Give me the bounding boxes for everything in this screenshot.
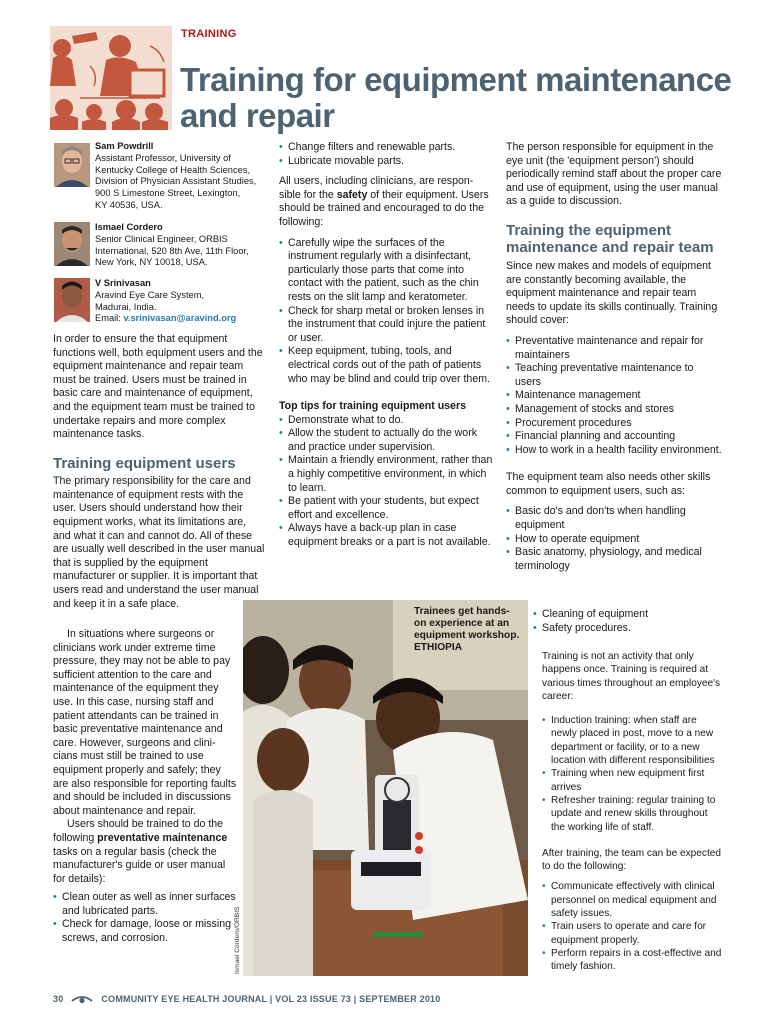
author-photo-powdrill	[54, 143, 90, 187]
caption-line: on experience at an	[414, 618, 510, 629]
page-number: 30	[53, 994, 64, 1004]
photo-credit: Ismael Cordero/ORBIS	[234, 906, 241, 974]
list-item: • Management of stocks and stores	[506, 403, 722, 417]
column-2	[279, 141, 494, 550]
heading-training-users: Training equipment users	[53, 454, 236, 472]
text-run: tasks on a regular basis (check the manufacturer's guide or user manual for details):	[53, 845, 226, 885]
list-item: • Demonstrate what to do.	[279, 414, 494, 428]
caption-line: ETHIOPIA	[414, 642, 463, 653]
author-email-line	[95, 313, 270, 325]
list-item: • How to work in a health facility environment.	[506, 444, 722, 458]
author-line: International, 520 8th Ave, 11th Floor,	[95, 245, 249, 256]
col1-paragraph	[53, 818, 239, 886]
author-line: Division of Physician Assistant Studies,	[95, 176, 257, 187]
list-item: • Maintain a friendly environment, rather than a highly competitive environment, in which to learn.	[279, 454, 494, 495]
column-1-top	[53, 333, 266, 611]
list-item: • Teaching preventative maintenance to users	[506, 362, 722, 389]
author-line: New York, NY 10018, USA.	[95, 257, 208, 268]
caption-line: Trainees get hands-	[414, 606, 510, 617]
emphasis-safety: safety	[336, 188, 368, 201]
list-item: • Train users to operate and care for equipment properly.	[542, 920, 724, 947]
list-item: • Lubricate movable parts.	[279, 155, 494, 169]
list-item: • Financial planning and accounting	[506, 430, 722, 444]
list-item: • Check for sharp metal or broken lenses in the instrument that could injure the patient or user.	[279, 305, 494, 346]
text-run: of their equipment. Users should be trained and encouraged to do the following:	[279, 188, 489, 228]
career-training-list	[542, 714, 724, 834]
list-item: • Procurement procedures	[506, 417, 722, 431]
list-item: • Training when new equipment first arrives	[542, 767, 724, 794]
author-line: KY 40536, USA.	[95, 199, 163, 210]
list-item: • Induction training: when staff are newly placed in post, move to a new department or facility, or to a new location with different responsibilities	[542, 714, 724, 767]
col3-paragraph: The equipment team also needs other skills common to equipment users, such as:	[506, 471, 711, 497]
caption-line: equipment workshop.	[414, 630, 520, 641]
list-item: • How to operate equipment	[506, 533, 722, 547]
author-photo-srinivasan	[54, 278, 90, 322]
user-skills-list	[506, 505, 722, 573]
footer	[53, 993, 440, 1007]
col1-paragraph: The primary responsibility for the care and maintenance of equipment rests with the user. Users should understand how their equipment works, what its limitations are, and what it can and cannot do. All of these are usually well described in the user manual that is supplied by the equipment manufacturer or supplier. It is important that users read and understand the user manual and keep it in a safe place.	[53, 475, 265, 610]
workshop-photo	[243, 600, 528, 976]
photo-caption	[414, 606, 529, 654]
column-3-top	[506, 141, 722, 573]
col3-paragraph: Training is not an activity that only happens once. Training is required at various times throughout an employee's career:	[542, 651, 721, 702]
list-item: • Allow the student to actually do the work and practice under supervision.	[279, 427, 494, 454]
list-item: • Cleaning of equipment	[533, 608, 723, 622]
emphasis-preventative: preventative maintenance	[97, 831, 228, 844]
page-title: Training for equipment maintenance and repair	[180, 61, 732, 134]
list-item: • Keep equipment, tubing, tools, and electrical cords out of the path of patients who may be blind and could trip over them.	[279, 345, 494, 386]
author-line: Assistant Professor, University of	[95, 152, 231, 163]
journal-info: COMMUNITY EYE HEALTH JOURNAL | VOL 23 ISSUE 73 | SEPTEMBER 2010	[101, 994, 441, 1004]
list-item: • Refresher training: regular training to update and renew skills throughout the working life of staff.	[542, 794, 724, 834]
heading-top-tips: Top tips for training equipment users	[279, 400, 466, 413]
author-line: 900 S Limestone Street, Lexington,	[95, 188, 241, 199]
header-illustration	[50, 26, 172, 130]
col3-paragraph: The person responsible for equipment in the eye unit (the 'equipment person') should periodically remind staff about the proper care and use of equipment, using the user manual as a guide to discussion.	[506, 141, 722, 208]
author-name: Ismael Cordero	[95, 222, 163, 232]
author-line: Senior Clinical Engineer, ORBIS	[95, 233, 228, 244]
author-name: Sam Powdrill	[95, 141, 154, 151]
author-photo-cordero	[54, 222, 90, 266]
list-item: • Change filters and renewable parts.	[279, 141, 494, 155]
list-item: • Preventative maintenance and repair for maintainers	[506, 335, 722, 362]
col3-paragraph: Since new makes and models of equipment are constantly becoming available, the equipment maintenance and repair team needs to update its skills continually. Training should cover:	[506, 259, 718, 327]
outcomes-list	[542, 880, 724, 973]
list-item: • Basic anatomy, physiology, and medical terminology	[506, 546, 722, 573]
author-powdrill	[95, 141, 270, 212]
list-item: • Maintenance management	[506, 389, 722, 403]
section-label: TRAINING	[181, 28, 237, 40]
column-3-sub	[533, 608, 723, 635]
list-item: • Communicate effectively with clinical personnel on medical equipment and safety issues.	[542, 880, 724, 920]
text-run: Users should be trained to do the following	[53, 818, 224, 844]
col1-paragraph: In situations where surgeons or clinicians work under extreme time pressure, they may not be able to pay sufficient attention to the care and maintenance of the equipment they use. In this case, nursing staff and patient attendants can be trained in basic preventative maintenance and care. However, surgeons and clini-cians must still be trained to use equipment properly and safely; they are also responsible for reporting faults and should be included in discussions about maintenance and repair.	[53, 628, 237, 817]
safety-list	[279, 237, 494, 387]
sub-list	[533, 608, 723, 635]
team-training-list	[506, 335, 722, 457]
author-cordero	[95, 222, 270, 269]
text-run: All users, including clinicians, are respon-sible for the	[279, 175, 474, 201]
list-item: • Be patient with your students, but expect effort and excellence.	[279, 495, 494, 522]
list-item: • Carefully wipe the surfaces of the instrument regularly with a disinfectant, particularly those parts that come into contact with the patient, such as the chin rests on the slit lamp and keratometer.	[279, 237, 494, 305]
author-line: Madurai, India.	[95, 301, 157, 312]
author-srinivasan	[95, 278, 270, 325]
maintenance-list	[53, 891, 239, 945]
author-line: Kentucky College of Health Sciences,	[95, 164, 251, 175]
intro-paragraph: In order to ensure the that equipment functions well, both equipment users and the equipment maintenance and repair team must be trained. Users must be trained in basic care and maintenance of equipment, and the equipment team must be trained to undertake repairs and more complex maintenance tasks.	[53, 333, 263, 441]
author-name: V Srinivasan	[95, 278, 151, 288]
col3-paragraph: After training, the team can be expected to do the following:	[542, 847, 721, 873]
safety-paragraph	[279, 175, 494, 229]
list-item: • Safety procedures.	[533, 622, 723, 636]
list-item: • Clean outer as well as inner surfaces and lubricated parts.	[53, 891, 239, 918]
tips-list	[279, 414, 494, 550]
author-email-link[interactable]: v.srinivasan@aravind.org	[123, 313, 237, 324]
heading-training-team: Training the equipment maintenance and repair team	[506, 221, 714, 257]
list-item: • Perform repairs in a cost-effective and timely fashion.	[542, 947, 724, 974]
list-item: • Check for damage, loose or missing screws, and corrosion.	[53, 918, 239, 945]
column-1-bottom	[53, 628, 239, 946]
column-3-bottom	[542, 650, 724, 974]
list-item: • Always have a back-up plan in case equipment breaks or a part is not available.	[279, 522, 494, 549]
eye-logo-icon	[71, 995, 93, 1005]
email-label: Email:	[95, 313, 121, 324]
maintenance-list-cont	[279, 141, 494, 168]
author-line: Aravind Eye Care System,	[95, 289, 205, 300]
list-item: • Basic do's and don'ts when handling equipment	[506, 505, 722, 532]
